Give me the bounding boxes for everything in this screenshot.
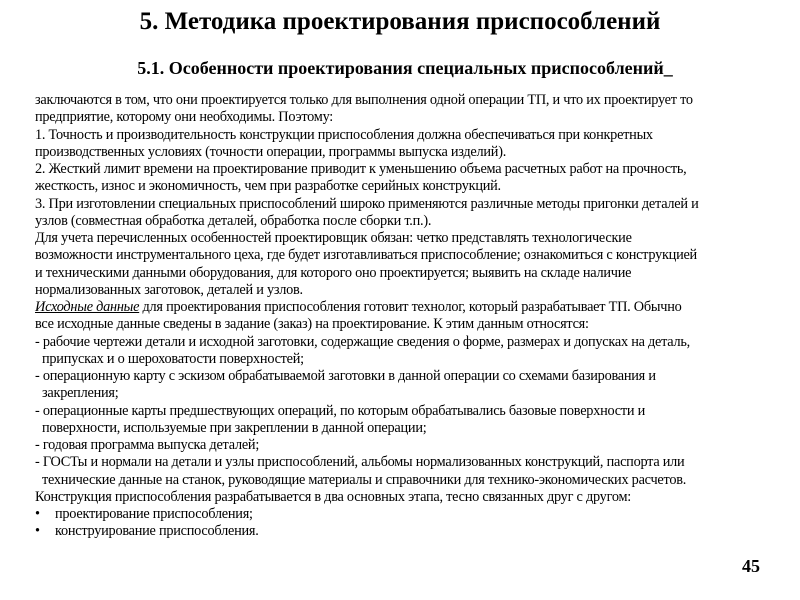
text-line: Конструкция приспособления разрабатывается в два основных этапа, тесно связанных друг с другом: [35, 488, 631, 505]
text-line: заключаются в том, что они проектируется только для выполнения одной операции ТП, и что их проектирует то [35, 92, 693, 108]
list-item: - рабочие чертежи детали и исходной заготовки, содержащие сведения о форме, размерах и допусках на деталь, [35, 333, 691, 350]
text-line: предприятие, которому они необходимы. Поэтому: [35, 109, 333, 126]
list-item-continuation: припусках и о шероховатости поверхностей; [42, 350, 304, 367]
slide-title: 5. Методика проектирования приспособлений [139, 8, 661, 35]
list-item: - годовая программа выпуска деталей; [35, 437, 260, 453]
list-item: - ГОСТы и нормали на детали и узлы приспособлений, альбомы нормализованных конструкций, паспорта или [35, 454, 685, 471]
slide-body [35, 92, 795, 541]
text-line: 1. Точность и производительность конструкции приспособления должна обеспечиваться при конкретных [35, 126, 653, 143]
source-data-term: Исходные данные [35, 299, 140, 315]
text-line: и техническими данными оборудования, для которого оно проектируется; выявить на складе наличие [35, 264, 632, 281]
list-item-continuation: технические данные на станок, руководящие материалы и справочники для технико-экономических расчетов. [42, 471, 687, 488]
text-line: 2. Жесткий лимит времени на проектирование приводит к уменьшению объема расчетных работ на прочность, [35, 161, 687, 177]
page-number: 45 [742, 556, 760, 576]
bullet-icon: • [35, 523, 40, 540]
bullet-item [35, 506, 795, 523]
text-line: Для учета перечисленных особенностей проектировщик обязан: четко представлять технологические [35, 230, 632, 246]
text-line: производственных условиях (точности операции, программы выпуска изделий). [35, 143, 507, 160]
slide-subtitle: 5.1. Особенности проектирования специальных приспособлений_ [137, 58, 673, 78]
text-line: жесткость, износ и экономичность, чем при разработке серийных конструкций. [35, 178, 501, 195]
list-item-continuation: поверхности, используемые при закреплении в данной операции; [42, 419, 427, 436]
text-line: возможности инструментального цеха, где будет изготавливаться приспособление; ознакомиться с конструкцией [35, 247, 697, 264]
list-item-continuation: закрепления; [42, 385, 119, 402]
text-line: все исходные данные сведены в задание (заказ) на проектирование. К этим данным относятся: [35, 316, 589, 333]
bullet-item [35, 523, 795, 540]
source-data-text: для проектирования приспособления готовит технолог, который разрабатывает ТП. Обычно [139, 299, 682, 315]
text-line: 3. При изготовлении специальных приспособлений широко применяются различные методы пригонки деталей и [35, 195, 699, 212]
text-line [35, 299, 795, 316]
list-item: - операционную карту с эскизом обрабатываемой заготовки в данной операции со схемами базирования и [35, 368, 656, 384]
text-line: нормализованных заготовок, деталей и узлов. [35, 281, 303, 298]
list-item: - операционные карты предшествующих операций, по которым обрабатывались базовые поверхности и [35, 402, 645, 419]
bullet-text: конструирование приспособления. [55, 523, 259, 540]
bullet-text: проектирование приспособления; [55, 506, 253, 522]
text-line: узлов (совместная обработка деталей, обработка после сборки т.п.). [35, 212, 432, 229]
bullet-icon: • [35, 506, 40, 522]
